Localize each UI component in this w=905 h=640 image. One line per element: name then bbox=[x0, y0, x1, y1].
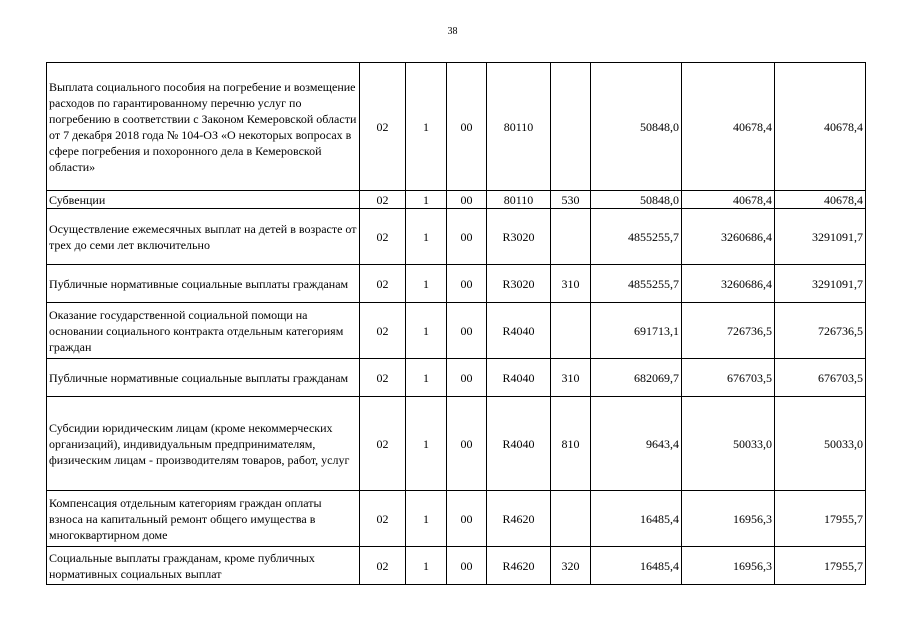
row-type: 530 bbox=[551, 191, 591, 209]
row-target: 80110 bbox=[487, 191, 551, 209]
row-program: 00 bbox=[447, 491, 487, 547]
row-year1: 9643,4 bbox=[591, 397, 682, 491]
row-year2: 3260686,4 bbox=[682, 209, 775, 265]
row-subsection: 1 bbox=[406, 359, 447, 397]
table-row bbox=[47, 359, 866, 397]
row-year3: 17955,7 bbox=[775, 491, 866, 547]
row-name: Субсидии юридическим лицам (кроме некоммерческих организаций), индивидуальным предпринимателям, физическим лицам - производителям товаров, работ, услуг bbox=[47, 397, 360, 491]
table-row bbox=[47, 63, 866, 191]
row-name: Субвенции bbox=[47, 191, 360, 209]
row-year1: 4855255,7 bbox=[591, 209, 682, 265]
row-year3: 3291091,7 bbox=[775, 209, 866, 265]
row-type bbox=[551, 63, 591, 191]
row-target: R4620 bbox=[487, 547, 551, 585]
row-section: 02 bbox=[360, 491, 406, 547]
row-subsection: 1 bbox=[406, 265, 447, 303]
row-type: 310 bbox=[551, 265, 591, 303]
row-year1: 4855255,7 bbox=[591, 265, 682, 303]
row-program: 00 bbox=[447, 63, 487, 191]
row-program: 00 bbox=[447, 303, 487, 359]
row-name: Выплата социального пособия на погребение и возмещение расходов по гарантированному перечню услуг по погребению в соответствии с Законом Кемеровской области от 7 декабря 2018 года № 104-ОЗ «О некоторых вопросах в сфере погребения и похоронного дела в Кемеровской области» bbox=[47, 63, 360, 191]
row-program: 00 bbox=[447, 359, 487, 397]
row-year3: 17955,7 bbox=[775, 547, 866, 585]
row-target: R4040 bbox=[487, 397, 551, 491]
row-year3: 3291091,7 bbox=[775, 265, 866, 303]
row-name: Публичные нормативные социальные выплаты гражданам bbox=[47, 265, 360, 303]
row-subsection: 1 bbox=[406, 63, 447, 191]
row-section: 02 bbox=[360, 303, 406, 359]
row-year3: 40678,4 bbox=[775, 191, 866, 209]
row-name: Компенсация отдельным категориям граждан оплаты взноса на капитальный ремонт общего имущества в многоквартирном доме bbox=[47, 491, 360, 547]
row-name: Социальные выплаты гражданам, кроме публичных нормативных социальных выплат bbox=[47, 547, 360, 585]
budget-table bbox=[46, 62, 866, 585]
row-type bbox=[551, 491, 591, 547]
row-section: 02 bbox=[360, 63, 406, 191]
row-name: Осуществление ежемесячных выплат на детей в возрасте от трех до семи лет включительно bbox=[47, 209, 360, 265]
row-type: 810 bbox=[551, 397, 591, 491]
row-target: R4620 bbox=[487, 491, 551, 547]
row-year1: 16485,4 bbox=[591, 547, 682, 585]
row-year2: 16956,3 bbox=[682, 491, 775, 547]
row-target: R3020 bbox=[487, 209, 551, 265]
row-year2: 50033,0 bbox=[682, 397, 775, 491]
row-program: 00 bbox=[447, 265, 487, 303]
row-year1: 16485,4 bbox=[591, 491, 682, 547]
row-type: 310 bbox=[551, 359, 591, 397]
row-year1: 50848,0 bbox=[591, 63, 682, 191]
row-year2: 676703,5 bbox=[682, 359, 775, 397]
row-subsection: 1 bbox=[406, 397, 447, 491]
row-year3: 40678,4 bbox=[775, 63, 866, 191]
row-section: 02 bbox=[360, 359, 406, 397]
row-subsection: 1 bbox=[406, 191, 447, 209]
page-number: 38 bbox=[447, 26, 458, 37]
row-year3: 726736,5 bbox=[775, 303, 866, 359]
row-year3: 50033,0 bbox=[775, 397, 866, 491]
table-row bbox=[47, 303, 866, 359]
row-year2: 40678,4 bbox=[682, 191, 775, 209]
table-row bbox=[47, 547, 866, 585]
row-program: 00 bbox=[447, 547, 487, 585]
row-type bbox=[551, 303, 591, 359]
row-target: R3020 bbox=[487, 265, 551, 303]
row-year1: 691713,1 bbox=[591, 303, 682, 359]
row-year2: 3260686,4 bbox=[682, 265, 775, 303]
row-type: 320 bbox=[551, 547, 591, 585]
row-type bbox=[551, 209, 591, 265]
row-year2: 40678,4 bbox=[682, 63, 775, 191]
row-program: 00 bbox=[447, 191, 487, 209]
row-section: 02 bbox=[360, 191, 406, 209]
row-section: 02 bbox=[360, 547, 406, 585]
row-program: 00 bbox=[447, 397, 487, 491]
table-row bbox=[47, 265, 866, 303]
row-subsection: 1 bbox=[406, 547, 447, 585]
row-target: 80110 bbox=[487, 63, 551, 191]
row-target: R4040 bbox=[487, 359, 551, 397]
row-name: Публичные нормативные социальные выплаты гражданам bbox=[47, 359, 360, 397]
row-section: 02 bbox=[360, 265, 406, 303]
row-year3: 676703,5 bbox=[775, 359, 866, 397]
row-name: Оказание государственной социальной помощи на основании социального контракта отдельным категориям граждан bbox=[47, 303, 360, 359]
row-target: R4040 bbox=[487, 303, 551, 359]
row-year2: 726736,5 bbox=[682, 303, 775, 359]
row-subsection: 1 bbox=[406, 209, 447, 265]
row-section: 02 bbox=[360, 397, 406, 491]
table-row bbox=[47, 397, 866, 491]
row-section: 02 bbox=[360, 209, 406, 265]
row-year1: 682069,7 bbox=[591, 359, 682, 397]
table-row bbox=[47, 491, 866, 547]
row-year1: 50848,0 bbox=[591, 191, 682, 209]
row-program: 00 bbox=[447, 209, 487, 265]
row-year2: 16956,3 bbox=[682, 547, 775, 585]
row-subsection: 1 bbox=[406, 303, 447, 359]
table-row bbox=[47, 191, 866, 209]
table-row bbox=[47, 209, 866, 265]
row-subsection: 1 bbox=[406, 491, 447, 547]
